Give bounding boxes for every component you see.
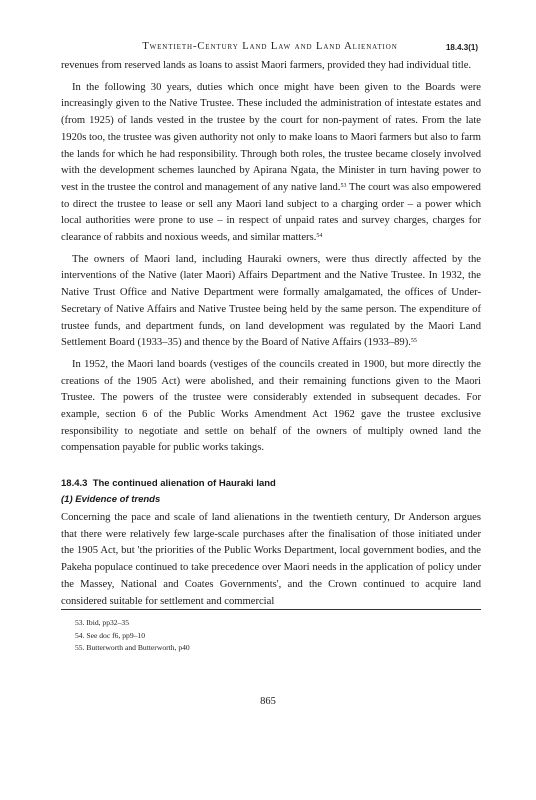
body-text [61,58,481,462]
subheading [61,494,481,505]
footnotes [75,617,190,655]
subheading-text: Evidence of trends [75,494,161,505]
footnote-ref: 53 [340,182,347,189]
paragraph: The owners of Maori land, including Hauraki owners, were thus directly affected by the interventions of the Native (later Maori) Affairs Department and the Native Trustee. In 1932, the Native Trust Office and Native Department were formally amalgamated, the offices of Under-Secretary of Native Affairs and Native Trustee being held by the same person. The expenditure of trustee funds, and department funds, on land development was regulated by the Maori Land Settlement Board (1933–35) and thence by the Board of Native Affairs (1933–89).$^{55}$ [61,253,481,349]
paragraph: In 1952, the Maori land boards (vestiges of the councils created in 1900, but more directly the creations of the 1905 Act) were abolished, and their remaining functions given to the Maori Trustee. The powers of the trustee were considerably extended in subsequent decades. For example, section 6 of the Public Works Amendment Act 1962 gave the trustee exclusive responsibility to negotiate and settle on behalf of the owners of multiply owned land the compensation payable for public works takings. [61,358,481,454]
paragraph: In the following 30 years, duties which once might have been given to the Boards were increasingly given to the Native Trustee. These included the administration of intestate estates and (from 1925) of lands vested in the trustee by the court for non-payment of rates. From the late 1920s too, the trustee was given authority not only to make loans to Maori farmers but also to farm the lands for which he had responsibility. Through both roles, the trustee became closely involved with the development schemes launched by Apirana Ngata, the Minister in turn having power to vest in the trustee the control and management of any native land.$^{53}$ The court was also empowered to direct the trustee to lease or sell any Maori land subject to a charging order – a power which local authorities were prone to use – in respect of unpaid rates and survey charges, charges for clearance of rabbits and noxious weeds, and similar matters.$^{54}$ [61,81,481,244]
paragraph: revenues from reserved lands as loans to assist Maori farmers, provided they had individual title. [61,60,472,71]
footnote: 53. Ibid, pp32–35 [75,618,129,627]
page-number: 865 [260,696,276,707]
footnote-divider [61,609,481,610]
running-head: Twentieth-Century Land Law and Land Alienation [142,41,398,52]
footnote-ref: 54 [316,233,323,240]
footnote-ref: 55 [410,338,417,345]
paragraph: Concerning the pace and scale of land alienations in the twentieth century, Dr Anderson argues that there were relatively few large-scale purchases after the finalisation of those initiated under the 1905 Act, but 'the priorities of the Public Works Department, local government bodies, and the Pakeha populace continued to take precedence over Maori needs in the application of policy under the Massey, National and Coates Governments', and the Crown continued to acquire land considered suitable for settlement and commercial [61,512,481,607]
footnote: 54. See doc f6, pp9–10 [75,630,146,640]
section-heading-text: The continued alienation of Hauraki land [92,478,276,489]
footnote: 55. Butterworth and Butterworth, p40 [75,643,190,652]
body-text-continued [61,510,481,610]
subheading-number: (1) [61,494,73,505]
section-heading [61,478,481,489]
section-heading-number: 18.4.3 [61,478,88,489]
section-reference: 18.4.3(1) [445,43,478,52]
